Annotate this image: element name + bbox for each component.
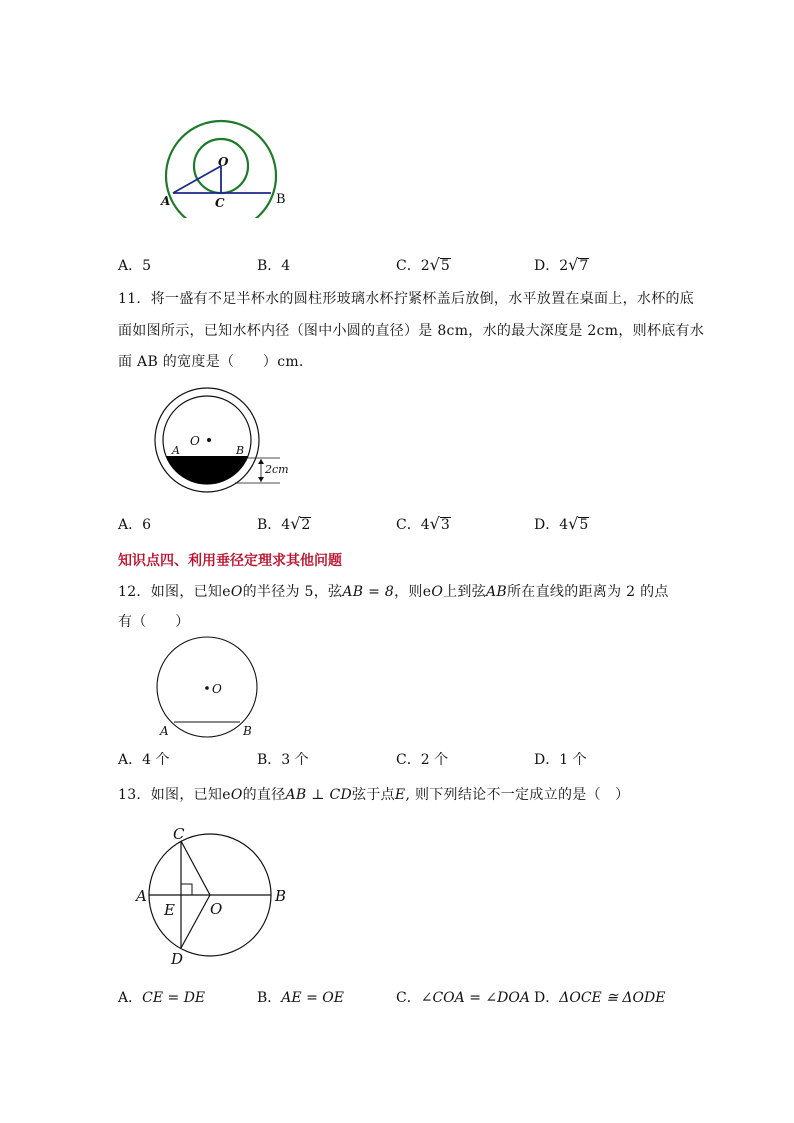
q12-option-d: D．1 个 (534, 752, 587, 768)
q10-option-c: C．2√5 (396, 255, 450, 274)
radical-sign: √ (290, 514, 301, 533)
radical-sign: √ (568, 514, 579, 533)
center-dot (205, 686, 209, 690)
label-o: O (218, 155, 229, 169)
label-b: B (275, 887, 287, 905)
label-c: C (215, 196, 225, 210)
q13-figure (132, 822, 297, 970)
right-angle-mark (181, 884, 192, 895)
label-b: B (236, 444, 245, 457)
q13-option-a: A．CE = DE (118, 990, 206, 1006)
q11-line-1: 11．将一盛有不足半杯水的圆柱形玻璃水杯拧紧杯盖后放倒，水平放置在桌面上，水杯的底 (118, 291, 695, 307)
label-a: A (160, 724, 169, 738)
q12-line-1: 12．如图，已知eO的半径为 5，弦AB = 8，则eO上到弦AB所在直线的距离为 2 的点 (118, 584, 669, 600)
label-b: B (243, 724, 252, 738)
radical-sign: √ (568, 255, 579, 274)
q10-option-d: D．2√7 (534, 255, 589, 274)
label-o: O (212, 682, 222, 696)
label-o: O (210, 900, 223, 918)
q13-option-c: C．∠COA = ∠DOA (396, 990, 530, 1006)
q10-option-b: B．4 (257, 258, 291, 274)
segment-od (181, 895, 210, 948)
q11-line-3: 面 AB 的宽度是（ ）cm. (118, 354, 304, 370)
arrow-head-down (258, 477, 264, 482)
water-region (155, 456, 265, 496)
label-e: E (164, 901, 175, 919)
label-b: B (276, 192, 286, 207)
label-c: C (173, 825, 185, 843)
q12-option-a: A．4 个 (118, 752, 170, 768)
arrow-head-up (258, 459, 264, 464)
label-a: A (136, 887, 147, 905)
radical-sign: √ (429, 514, 440, 533)
q11-option-c: C．4√3 (396, 514, 450, 533)
q10-option-a: A．5 (118, 258, 152, 274)
q12-figure (150, 636, 270, 740)
q12-line-2: 有（ ） (118, 614, 190, 630)
q11-option-a: A．6 (118, 517, 152, 533)
label-o: O (190, 434, 200, 448)
q13-option-d: D．ΔOCE ≅ ΔODE (534, 990, 666, 1006)
q11-option-d: D．4√5 (534, 514, 589, 533)
q10-figure (155, 118, 295, 218)
q11-line-2: 面如图所示，已知水杯内径（图中小圆的直径）是 8cm，水的最大深度是 2cm，则杯底有水 (118, 323, 705, 339)
label-a: A (161, 194, 171, 208)
q13-option-b: B．AE = OE (257, 990, 344, 1006)
label-a: A (172, 444, 180, 457)
center-dot (207, 438, 211, 442)
segment-oc (181, 841, 210, 895)
q13-line-1: 13．如图，已知eO的直径AB ⊥ CD弦于点E, 则下列结论不一定成立的是（ ） (118, 787, 630, 803)
q11-figure (145, 382, 310, 502)
radical-sign: √ (429, 255, 440, 274)
label-depth: 2cm (265, 463, 289, 476)
q11-option-b: B．4√2 (257, 514, 311, 533)
segment-oa (173, 166, 221, 193)
label-d: D (171, 950, 184, 968)
q12-option-b: B．3 个 (257, 752, 309, 768)
section-heading: 知识点四、利用垂径定理求其他问题 (118, 553, 342, 569)
q12-option-c: C．2 个 (396, 752, 449, 768)
